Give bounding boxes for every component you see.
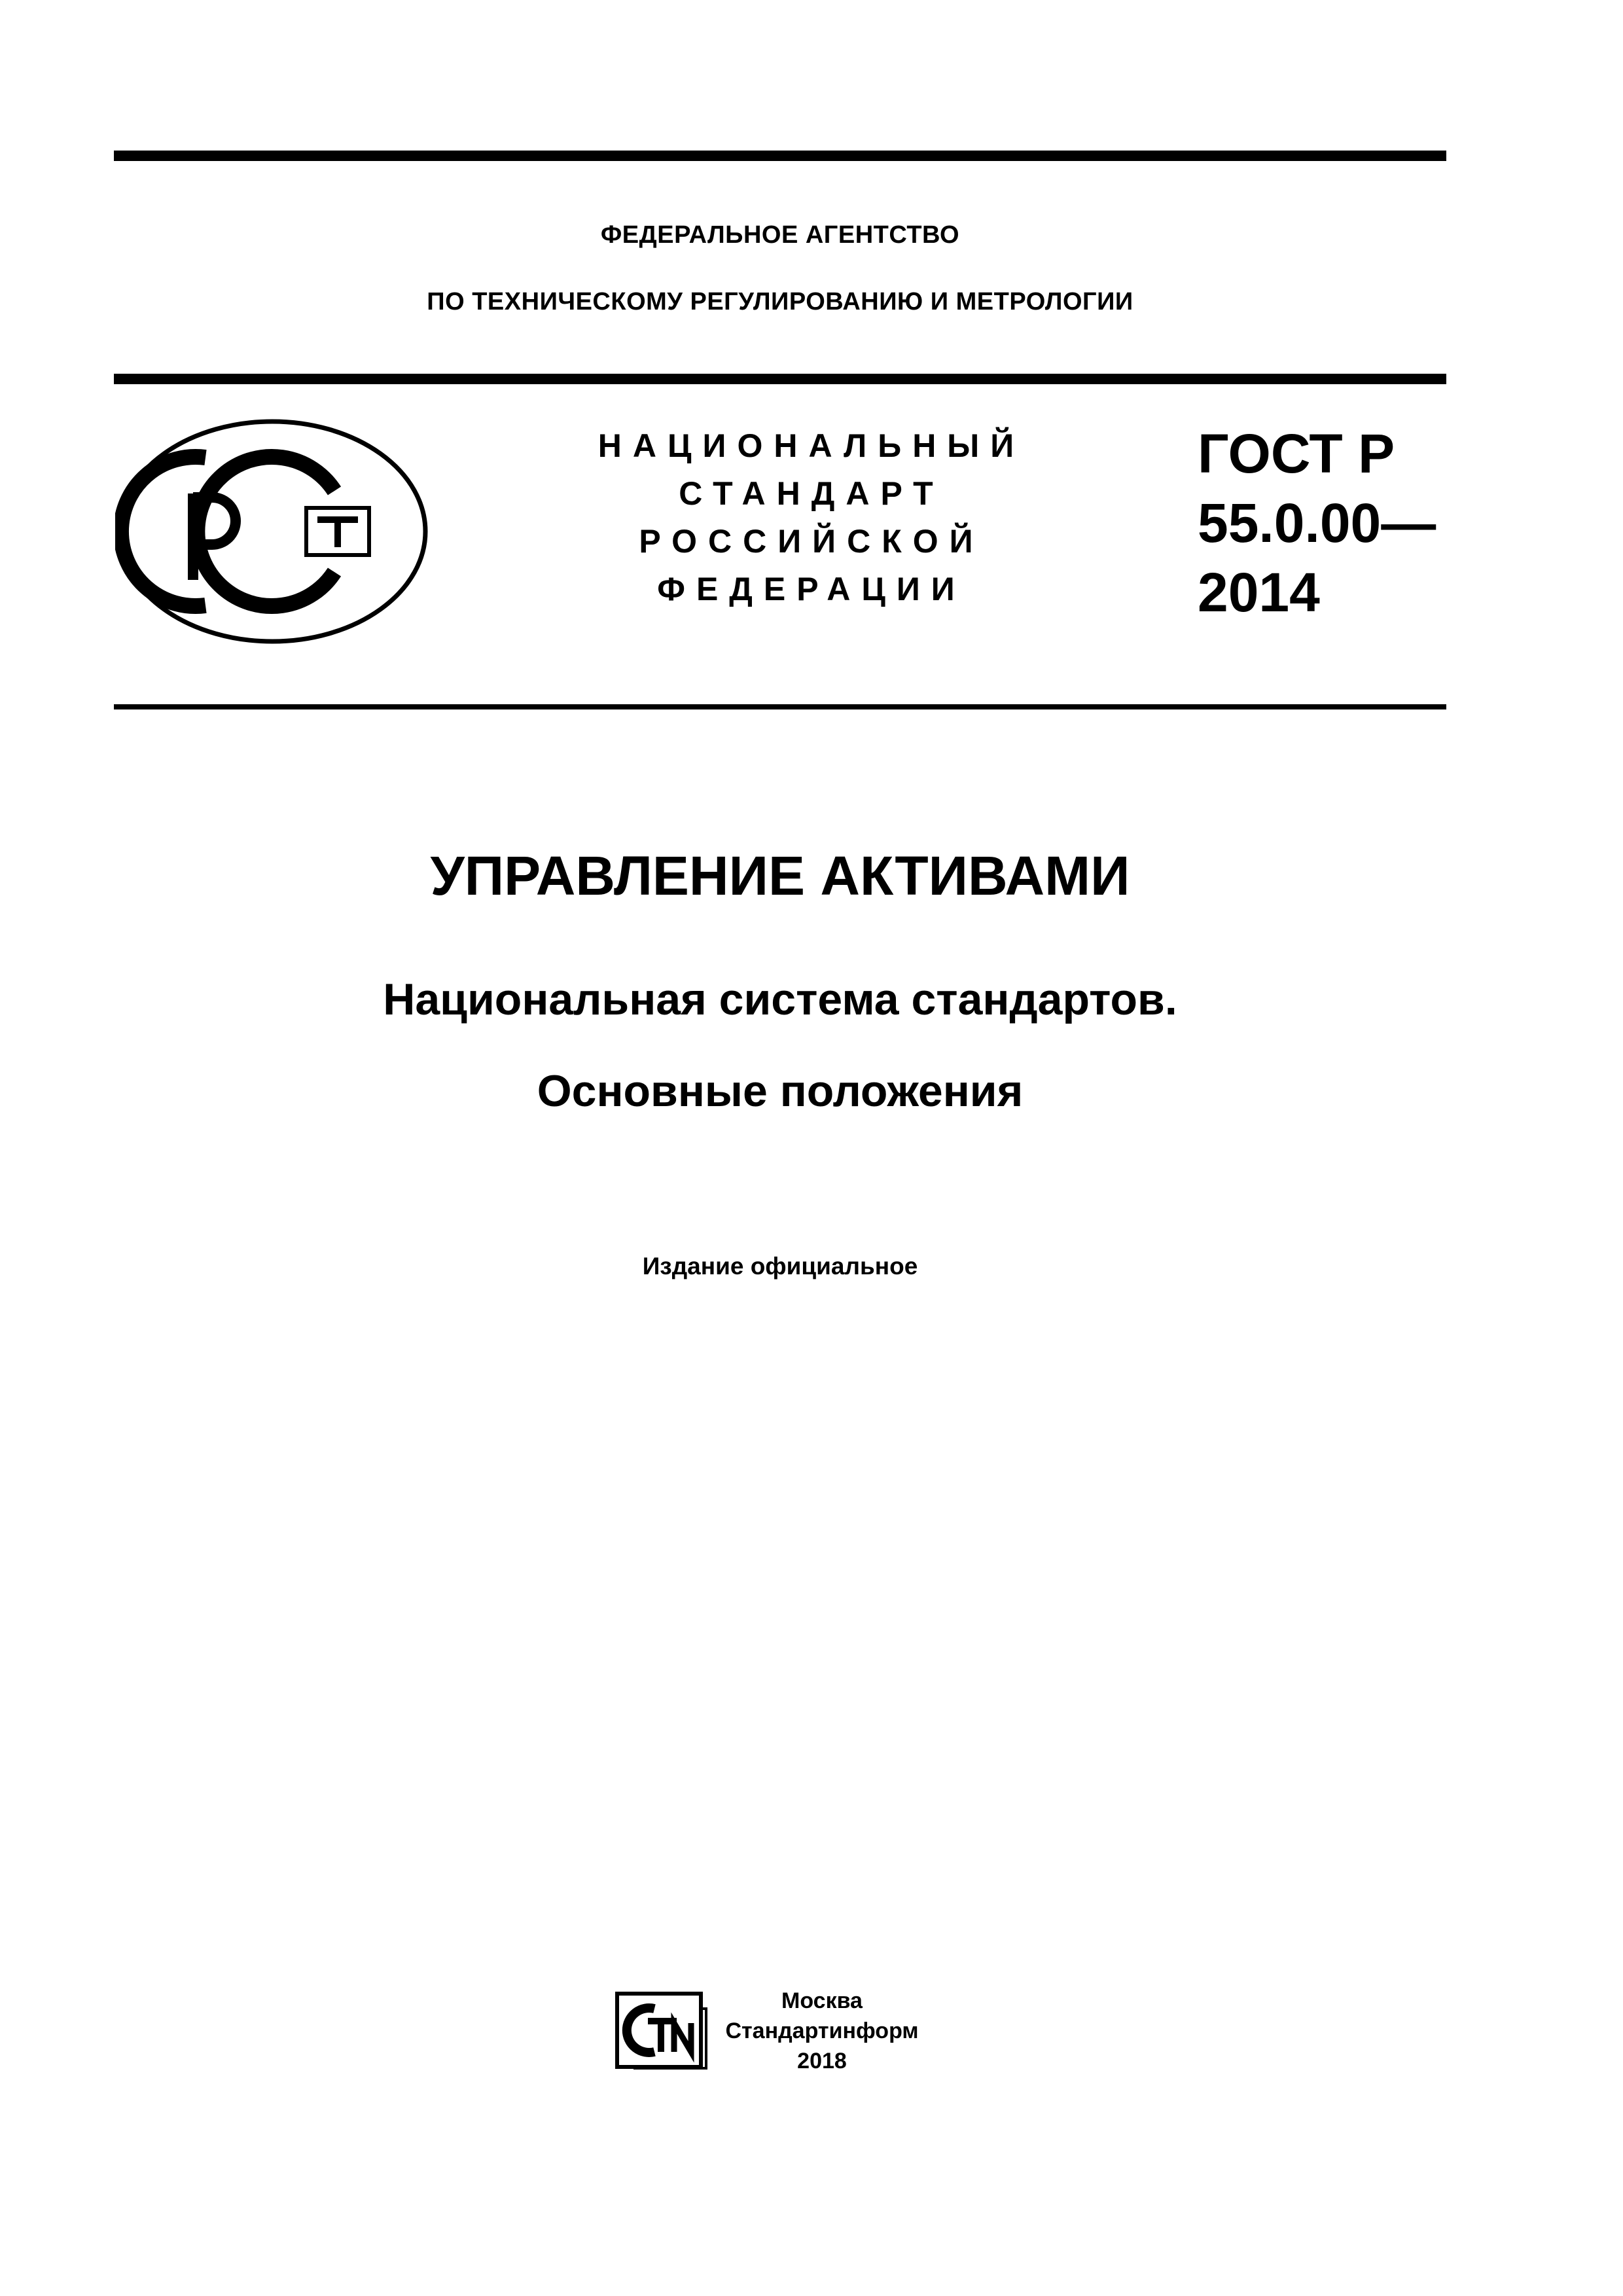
national-standard-label — [582, 422, 1041, 613]
publisher-block — [717, 1986, 927, 2076]
standartinform-emblem-icon — [614, 1990, 709, 2070]
publisher-name: Стандартинформ — [725, 2018, 919, 2043]
gost-r-emblem-icon — [115, 416, 429, 647]
agency-name-line-1: ФЕДЕРАЛЬНОЕ АГЕНТСТВО — [600, 221, 960, 249]
publisher-city: Москва — [781, 1988, 863, 2013]
national-line: НАЦИОНАЛЬНЫЙ — [597, 427, 1026, 464]
middle-rule — [114, 374, 1446, 384]
document-subtitle-line-1: Национальная система стандартов. — [383, 975, 1177, 1024]
designation-line: 2014 — [1198, 562, 1320, 623]
agency-name-line-2: ПО ТЕХНИЧЕСКОМУ РЕГУЛИРОВАНИЮ И МЕТРОЛОГИИ — [427, 288, 1133, 315]
designation-line: ГОСТ Р — [1198, 423, 1395, 484]
standard-designation — [1198, 419, 1446, 627]
national-line: СТАНДАРТ — [679, 475, 944, 512]
national-line: ФЕДЕРАЦИИ — [657, 571, 966, 607]
document-title: УПРАВЛЕНИЕ АКТИВАМИ — [430, 845, 1130, 906]
document-subtitle-line-2: Основные положения — [537, 1066, 1024, 1116]
designation-line: 55.0.00— — [1198, 492, 1436, 554]
edition-label: Издание официальное — [642, 1253, 918, 1280]
bottom-rule — [114, 704, 1446, 709]
publication-year: 2018 — [797, 2049, 847, 2073]
national-line: РОССИЙСКОЙ — [639, 523, 984, 560]
top-rule — [114, 151, 1446, 161]
